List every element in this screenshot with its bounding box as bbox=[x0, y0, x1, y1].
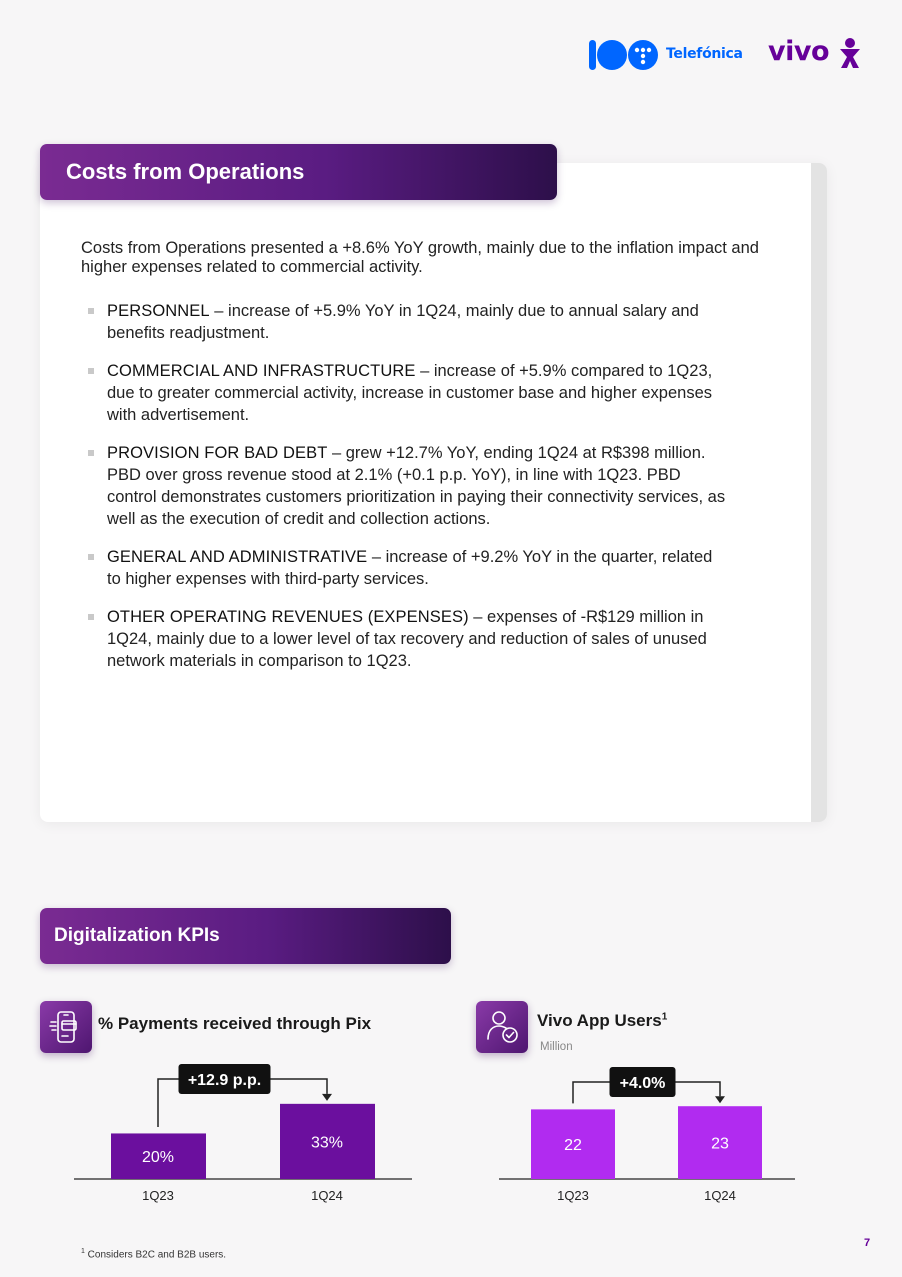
bullet-text: – expenses of -R$129 million in 1Q24, mainly due to a lower level of tax recovery and reduction of sales of unused network materials in comparison to 1Q23. bbox=[107, 608, 707, 670]
bullet-marker bbox=[88, 368, 94, 374]
category-label-1q23: 1Q23 bbox=[557, 1188, 589, 1203]
category-label-1q24: 1Q24 bbox=[311, 1188, 343, 1203]
footnote-ref: 1 bbox=[661, 1011, 668, 1023]
delta-label: +12.9 p.p. bbox=[187, 1072, 262, 1089]
bullet-head: PERSONNEL bbox=[107, 302, 210, 320]
category-label-1q24: 1Q24 bbox=[704, 1188, 736, 1203]
bullet-other-operating bbox=[88, 606, 728, 672]
telefonica-logo-text: Telefónica bbox=[666, 46, 743, 62]
kpis-section-title: Digitalization KPIs bbox=[40, 908, 451, 964]
bullet-marker bbox=[88, 450, 94, 456]
bullet-commercial-infrastructure bbox=[88, 360, 728, 426]
costs-bullet-list bbox=[88, 300, 728, 688]
pix-bar-chart bbox=[74, 1060, 414, 1210]
page-number: 7 bbox=[864, 1237, 871, 1249]
bullet-marker bbox=[88, 308, 94, 314]
app-users-icon-box bbox=[476, 1001, 528, 1053]
user-check-icon bbox=[484, 1009, 520, 1045]
bullet-marker bbox=[88, 554, 94, 560]
bullet-text: – increase of +9.2% YoY in the quarter, related to higher expenses with third-party services. bbox=[107, 548, 713, 588]
delta-label: +4.0% bbox=[619, 1075, 666, 1092]
delta-arrow-head bbox=[322, 1094, 332, 1101]
bullet-head: PROVISION FOR BAD DEBT bbox=[107, 444, 328, 462]
app-kpi-title bbox=[537, 1011, 667, 1031]
vivo-logo-text: vivo bbox=[768, 36, 830, 67]
footnote-text: Considers B2C and B2B users. bbox=[84, 1249, 227, 1261]
vivo-figure-icon bbox=[838, 37, 862, 69]
app-kpi-title-text: Vivo App Users bbox=[537, 1011, 662, 1030]
bullet-text: – grew +12.7% YoY, ending 1Q24 at R$398 million. PBD over gross revenue stood at 2.1% (+0.1 p.p. YoY), in line with 1Q23. PBD control demonstrates customers prioritization in paying their connectivity services, as well as the execution of credit and collection actions. bbox=[107, 444, 726, 528]
app-kpi-unit: Million bbox=[540, 1041, 573, 1053]
bullet-personnel bbox=[88, 300, 728, 344]
bullet-provision-bad-debt bbox=[88, 442, 728, 530]
costs-section-title: Costs from Operations bbox=[40, 144, 557, 200]
bullet-text: – increase of +5.9% compared to 1Q23, due to greater commercial activity, increase in customer base and higher expenses with advertisement. bbox=[107, 362, 713, 424]
value-label-1q24: 23 bbox=[711, 1135, 729, 1153]
pix-icon-box bbox=[40, 1001, 92, 1053]
pix-kpi-title: % Payments received through Pix bbox=[98, 1014, 372, 1033]
delta-arrow-head bbox=[715, 1096, 725, 1103]
value-label-1q24: 33% bbox=[310, 1134, 344, 1152]
bullet-text: – increase of +5.9% YoY in 1Q24, mainly due to annual salary and benefits readjustment. bbox=[107, 302, 699, 342]
category-label-1q23: 1Q23 bbox=[142, 1188, 174, 1203]
footnote bbox=[81, 1248, 226, 1260]
costs-intro: Costs from Operations presented a +8.6% YoY growth, mainly due to the inflation impact and higher expenses related to commercial activity. bbox=[81, 239, 759, 276]
bullet-marker bbox=[88, 614, 94, 620]
card-side-bar bbox=[811, 163, 827, 822]
value-label-1q23: 22 bbox=[564, 1137, 582, 1155]
bullet-head: COMMERCIAL AND INFRASTRUCTURE bbox=[107, 362, 416, 380]
bullet-head: OTHER OPERATING REVENUES (EXPENSES) bbox=[107, 608, 469, 626]
mobile-payment-icon bbox=[48, 1009, 84, 1045]
footnote-marker: 1 bbox=[81, 1248, 85, 1255]
bullet-head: GENERAL AND ADMINISTRATIVE bbox=[107, 548, 368, 566]
telefonica-100-logo bbox=[588, 38, 660, 72]
bullet-general-administrative bbox=[88, 546, 728, 590]
value-label-1q23: 20% bbox=[141, 1149, 175, 1167]
app-users-bar-chart bbox=[499, 1060, 799, 1210]
